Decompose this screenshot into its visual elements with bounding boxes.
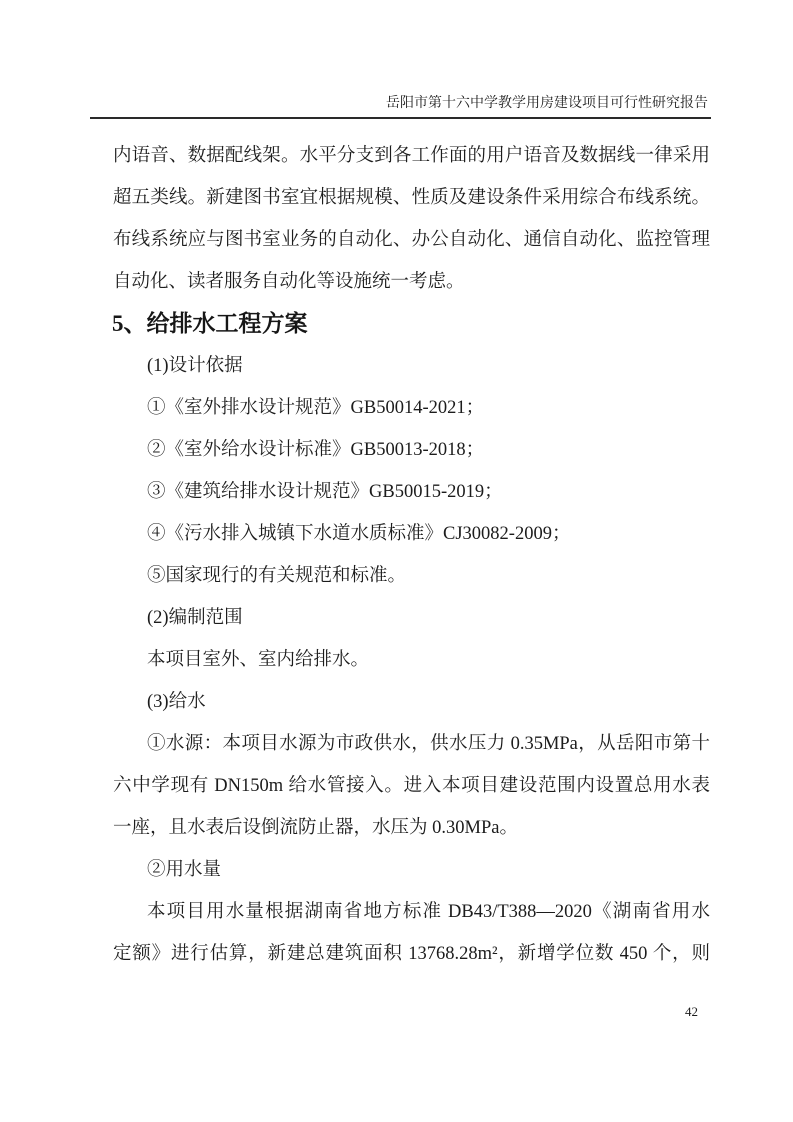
scope-label: (2)编制范围 <box>147 608 243 628</box>
body-line: 一座，且水表后设倒流防止器，水压为 0.30MPa。 <box>113 818 518 838</box>
design-basis-item: ①《室外排水设计规范》GB50014-2021； <box>147 398 485 418</box>
body-line: 定额》进行估算，新建总建筑面积 13768.28m²，新增学位数 450 个，则 <box>113 944 710 964</box>
page-number: 42 <box>685 1004 698 1019</box>
section-heading: 5、给排水工程方案 <box>112 311 308 336</box>
body-line: 自动化、读者服务自动化等设施统一考虑。 <box>113 272 465 292</box>
body-line: 本项目用水量根据湖南省地方标准 DB43/T388—2020《湖南省用水 <box>147 902 710 922</box>
design-basis-item: ②《室外给水设计标准》GB50013-2018； <box>147 440 485 460</box>
design-basis-item: ⑤国家现行的有关规范和标准。 <box>147 566 407 586</box>
water-supply-label: (3)给水 <box>147 692 206 712</box>
design-basis-item: ④《污水排入城镇下水道水质标准》CJ30082-2009； <box>147 524 571 544</box>
header-rule <box>90 117 711 119</box>
page-header-title: 岳阳市第十六中学教学用房建设项目可行性研究报告 <box>386 96 708 111</box>
body-line: 超五类线。新建图书室宜根据规模、性质及建设条件采用综合布线系统。 <box>113 188 710 208</box>
consumption-label: ②用水量 <box>147 860 222 880</box>
body-line: 内语音、数据配线架。水平分支到各工作面的用户语音及数据线一律采用 <box>113 146 710 166</box>
body-line: 六中学现有 DN150m 给水管接入。进入本项目建设范围内设置总用水表 <box>113 776 710 796</box>
design-basis-item: ③《建筑给排水设计规范》GB50015-2019； <box>147 482 503 502</box>
scope-text: 本项目室外、室内给排水。 <box>147 650 370 670</box>
design-basis-label: (1)设计依据 <box>147 356 243 376</box>
body-line: ①水源：本项目水源为市政供水，供水压力 0.35MPa，从岳阳市第十 <box>147 734 710 754</box>
body-line: 布线系统应与图书室业务的自动化、办公自动化、通信自动化、监控管理 <box>113 230 710 250</box>
